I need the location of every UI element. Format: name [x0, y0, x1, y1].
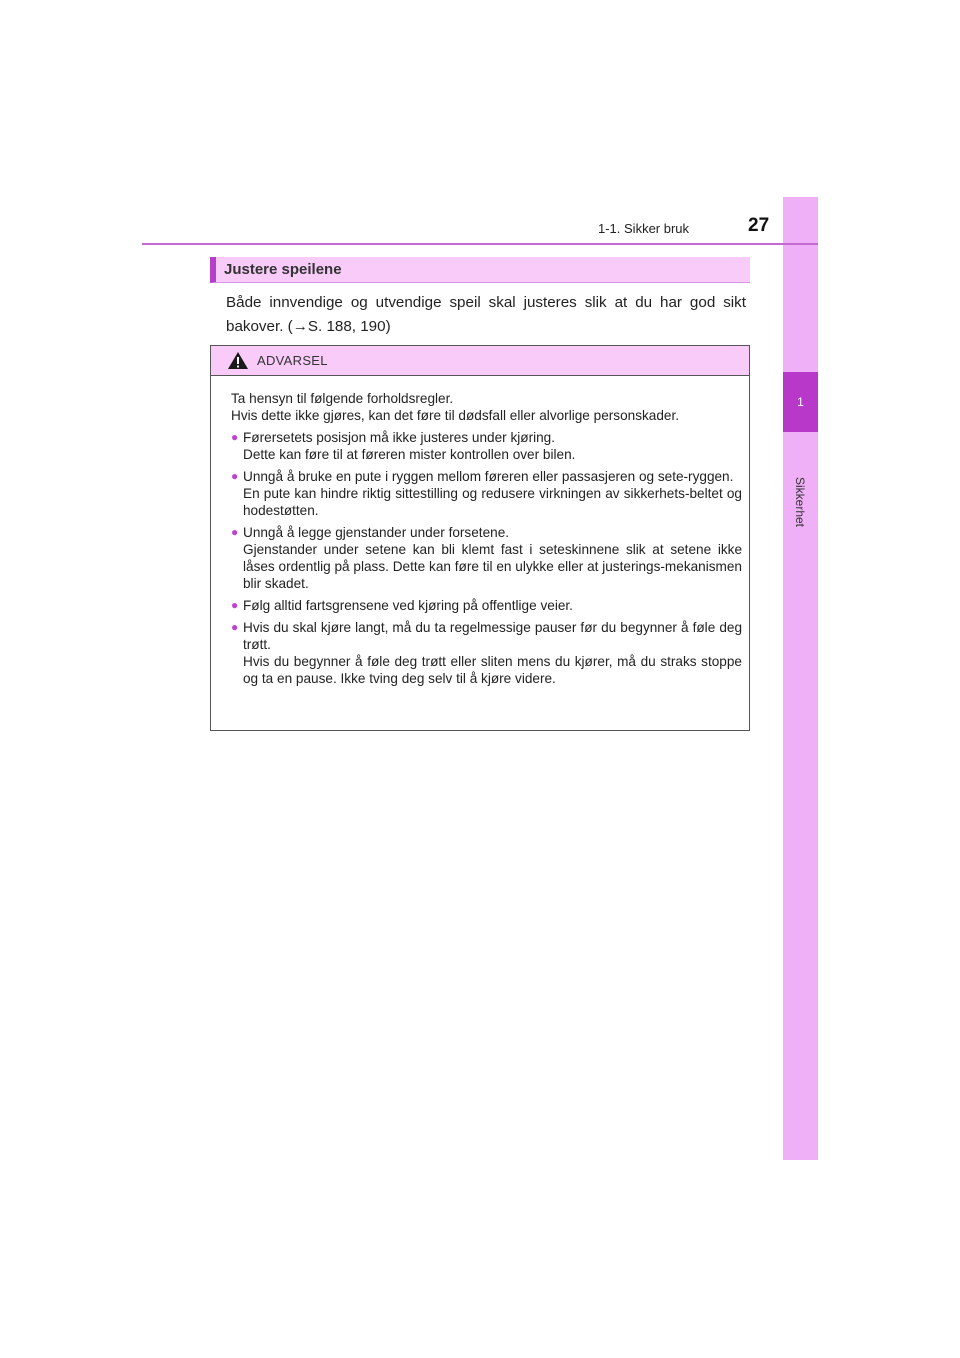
bullet-icon: ●: [231, 598, 239, 612]
warning-title: ADVARSEL: [257, 353, 328, 368]
warning-body: [211, 376, 749, 687]
section-heading: [210, 257, 750, 283]
warning-header: [211, 346, 749, 376]
page-number: 27: [748, 215, 770, 236]
warning-item: [231, 429, 742, 463]
section-heading-text: Justere speilene: [224, 261, 342, 278]
warning-item-line: Hvis du skal kjøre langt, må du ta regelmessige pauser før du begynner å føle deg trøtt.: [243, 620, 742, 652]
warning-item-line: Dette kan føre til at føreren mister kontrollen over bilen.: [243, 447, 576, 462]
warning-intro-line: Hvis dette ikke gjøres, kan det føre til dødsfall eller alvorlige personskader.: [231, 408, 680, 423]
warning-item-line: Hvis du begynner å føle deg trøtt eller sliten mens du kjører, må du straks stoppe og ta en pause. Ikke tving deg selv til å kjøre videre.: [243, 654, 742, 686]
warning-item-line: Unngå å legge gjenstander under forsetene.: [243, 525, 510, 540]
warning-intro-line: Ta hensyn til følgende forholdsregler.: [231, 391, 454, 406]
intro-paragraph: Både innvendige og utvendige speil skal justeres slik at du har god sikt bakover. (→S. 188, 190): [226, 294, 746, 335]
header-rule: [142, 243, 818, 245]
warning-item-line: En pute kan hindre riktig sittestilling og redusere virkningen av sikkerhets-beltet og hodestøtten.: [243, 486, 742, 518]
warning-item-line: Følg alltid fartsgrensene ved kjøring på offentlige veier.: [243, 598, 573, 613]
warning-item-line: Unngå å bruke en pute i ryggen mellom føreren eller passasjeren og sete-ryggen.: [243, 469, 734, 484]
chapter-number: 1: [783, 372, 818, 432]
section-path: 1-1. Sikker bruk: [598, 221, 690, 236]
warning-item: [231, 597, 742, 614]
chapter-label: Sikkerhet: [793, 476, 807, 528]
warning-item: [231, 619, 742, 687]
warning-intro: [231, 390, 742, 424]
side-tab: [783, 197, 818, 1160]
warning-triangle-icon: [227, 351, 249, 370]
warning-item: [231, 524, 742, 592]
warning-item-line: Førersetets posisjon må ikke justeres under kjøring.: [243, 430, 556, 445]
bullet-icon: ●: [231, 469, 239, 483]
bullet-icon: ●: [231, 620, 239, 634]
bullet-icon: ●: [231, 430, 239, 444]
warning-item: [231, 468, 742, 519]
bullet-icon: ●: [231, 525, 239, 539]
warning-box: [210, 345, 750, 731]
warning-item-line: Gjenstander under setene kan bli klemt fast i seteskinnene slik at setene ikke låses ordentlig på plass. Dette kan føre til en ulykke eller at justerings-mekanismen blir skadet.: [243, 542, 742, 591]
